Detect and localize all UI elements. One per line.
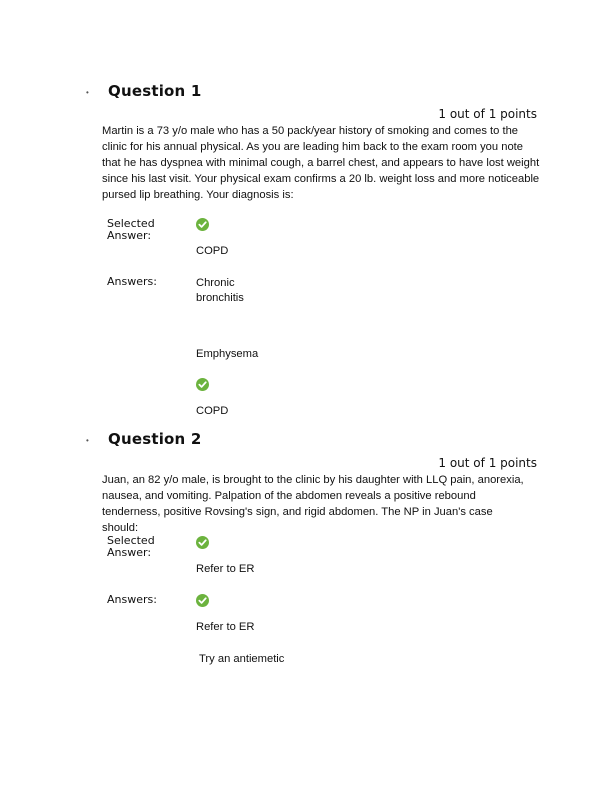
question-points: 1 out of 1 points: [438, 456, 537, 470]
check-circle-icon: [196, 594, 209, 607]
bullet-icon: •: [86, 436, 89, 445]
answer-option: Chronic bronchitis: [196, 277, 244, 304]
answers-label: Answers:: [107, 593, 157, 606]
question-points: 1 out of 1 points: [438, 107, 537, 121]
answer-option-correct: COPD: [196, 405, 229, 417]
question-title: Question 2: [108, 430, 202, 448]
check-circle-icon: [196, 218, 209, 231]
selected-answer: COPD: [196, 245, 229, 257]
bullet-icon: •: [86, 88, 89, 97]
check-circle-icon: [196, 378, 209, 391]
question-title: Question 1: [108, 82, 202, 100]
check-circle-icon: [196, 536, 209, 549]
answer-option: Emphysema: [196, 348, 259, 360]
selected-answer: Refer to ER: [196, 563, 255, 575]
answers-label: Answers:: [107, 275, 157, 288]
answer-option: Try an antiemetic: [199, 653, 285, 665]
question-text: Juan, an 82 y/o male, is brought to the clinic by his daughter with LLQ pain, anorexia, nausea, and vomiting. Palpation of the abdomen reveals a positive rebound tenderness, positive Rovsing's sign, and rigid abdomen. The NP in Juan's case should:: [102, 474, 524, 534]
answer-option-correct: Refer to ER: [196, 621, 255, 633]
question-text: Martin is a 73 y/o male who has a 50 pack/year history of smoking and comes to the clinic for his annual physical. As you are leading him back to the exam room you note that he has dyspnea with minimal cough, a barrel chest, and appears to have lost weight since his last visit. Your physical exam confirms a 20 lb. weight loss and more noticeable pursed lip breathing. Your diagnosis is:: [102, 125, 540, 201]
selected-answer-label: Selected Answer:: [107, 217, 155, 242]
selected-answer-label: Selected Answer:: [107, 534, 155, 559]
